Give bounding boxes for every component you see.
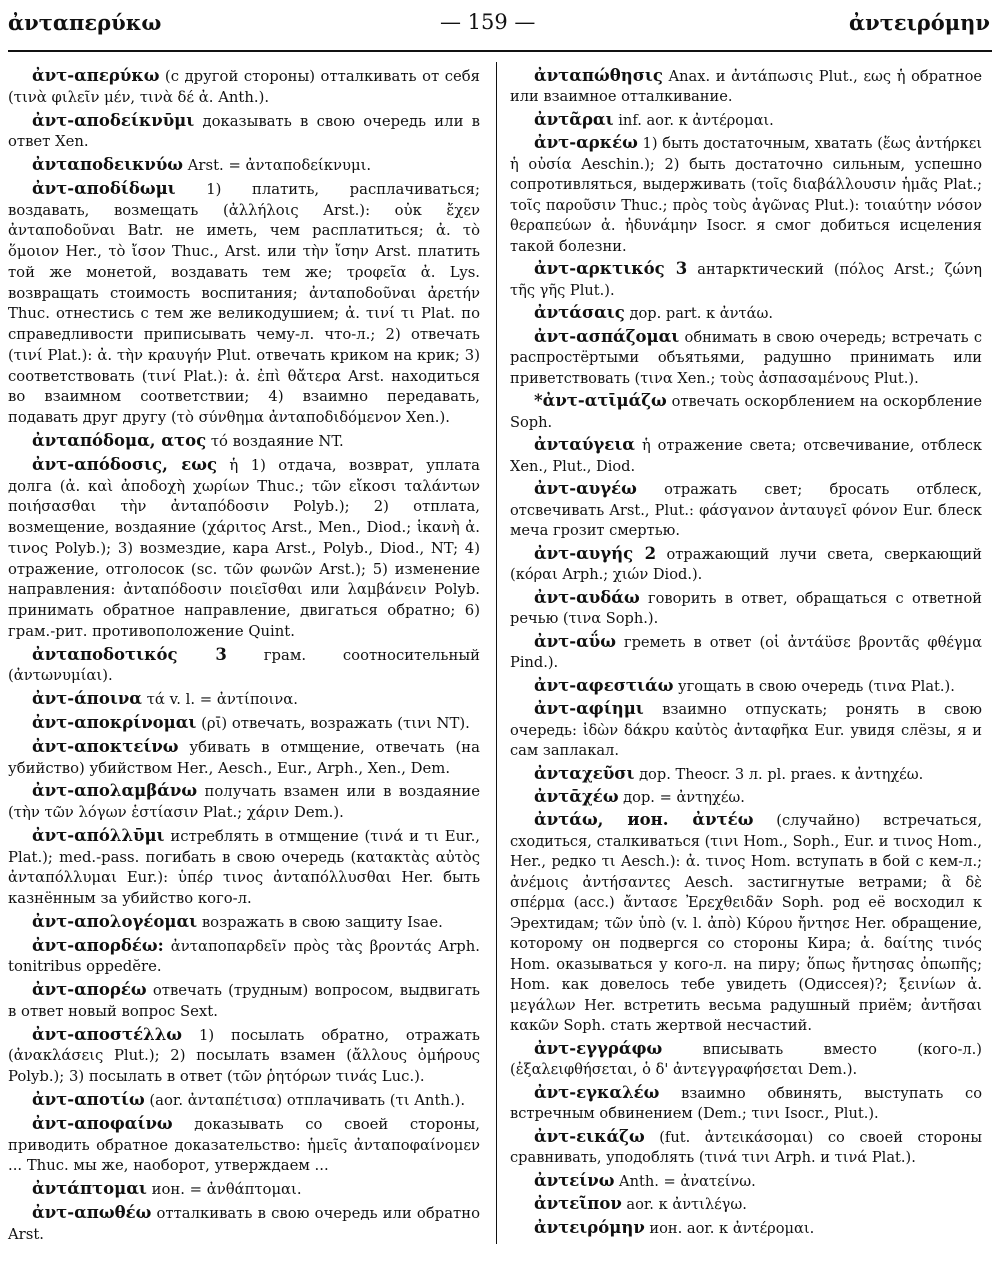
entry-definition: ион. = ἀνθάπτομαι.	[146, 1181, 302, 1199]
dictionary-entry	[510, 391, 982, 433]
dictionary-entry	[8, 1203, 480, 1246]
entry-definition: τά v. l. = ἀντίποινα.	[142, 691, 298, 709]
entry-headword: ἀντειρόμην	[534, 1217, 645, 1237]
entry-definition: Arst. = ἀνταποδείκνυμι.	[183, 157, 372, 175]
dictionary-entry	[510, 1194, 982, 1215]
entry-definition: 1) быть достаточным, хватать (ἕως ἀντήρκει ἡ οὐσία Aeschin.); 2) быть достаточно сильным, успешно сопротивляться, выдерживать (τοῖς διαβάλλουσιν ἡμᾶς Plat.; τοῖς παροῦσιν Thuc.; πρὸς τοὺς ἀγῶνας Plut.): τοιαύτην νόσον θεραπεύων ἀ. ἠδυνάμην Isocr. я смог добиться исцеления такой болезни.	[510, 135, 982, 255]
page-header	[0, 10, 1000, 44]
column-divider	[496, 62, 497, 1244]
entry-definition: дор. Theocr. 3 л. pl. praes. к ἀντηχέω.	[634, 765, 924, 783]
dictionary-entry	[8, 713, 480, 735]
header-rule	[8, 50, 992, 52]
entry-definition: истреблять в отмщение (τινά и τι Eur., Plat.); med.-pass. погибать в свою очередь (κατακτὰς αὐτὸς ἀνταπόλλυμαι Eur.): ὑπέρ τινος ἀνταπόλλυσθαι Her. быть казнённым за убийство кого-л.	[8, 827, 480, 908]
dictionary-entry	[510, 1127, 982, 1169]
entry-definition: угощать в свою очередь (τινα Plat.).	[673, 677, 955, 695]
entry-definition: Anax. и ἀντάπωσις Plut., εως ἡ обратное или взаимное отталкивание.	[510, 68, 982, 106]
entry-definition: ἀνταποπαρδεῖν πρὸς τὰς βροντάς Arph. tonitribus oppedĕre.	[8, 937, 480, 976]
entry-headword: ἀντ-άποινα	[32, 689, 143, 709]
entry-definition: (fut. ἀντεικάσομαι) со своей стороны сравнивать, уподоблять (τινά τινι Arph. и τινά Plat.).	[510, 1128, 982, 1167]
entry-definition: aor. к ἀντιλέγω.	[621, 1196, 747, 1214]
entry-headword: ἀνταπόδομα, ατος	[32, 431, 207, 451]
entry-headword: ἀντ-απόδοσις, εως	[32, 454, 218, 474]
entry-definition: дор. part. к ἀντάω.	[624, 305, 773, 323]
entry-definition: доказывать в свою очередь или в ответ Xen.	[8, 112, 480, 151]
dictionary-entry	[8, 111, 480, 154]
entry-definition: 1) посылать обратно, отражать (ἀνακλάσεις Plut.); 2) посылать взамен (ἄλλους ὁμήρους Polyb.); 3) посылать в ответ (τῶν ῥητόρων τινάς Luc.).	[8, 1026, 480, 1086]
entry-headword: ἀνταποδοτικός 3	[32, 644, 227, 664]
entry-definition: ион. aor. к ἀντέρομαι.	[644, 1219, 815, 1237]
entry-definition: грам. соотносительный (ἀντωνυμίαι).	[8, 646, 480, 685]
entry-definition: взаимно обвинять, выступать со встречным обвинением (Dem.; τινι Isocr., Plut.).	[510, 1084, 982, 1123]
entry-headword: ἀντ-απερύκω	[32, 66, 160, 85]
entry-definition: отталкивать в свою очередь или обратно Arst.	[8, 1204, 480, 1243]
entry-definition: вписывать вместо (кого-л.) (ἐξαλειφθήσεται, ὁ δ' ἀντεγγραφήσεται Dem.).	[510, 1040, 982, 1079]
entry-definition: Anth. = ἀνατείνω.	[614, 1172, 756, 1190]
dictionary-entry	[8, 826, 480, 910]
entry-definition: отвечать оскорблением на оскорбление Soph.	[510, 393, 982, 431]
entry-definition: (случайно) встречаться, сходиться, сталкиваться (τινι Hom., Soph., Eur. и τινος Hom., Her., редко τι Aesch.): ἀ. τινος Hom. вступать в бой с кем-л.; ἀνέμοις ἀντήσαντες Aesch. застигнутые ветрами; ἃ δὲ σπέρμα (acc.) ἄντασε Ἐρεχθειδᾶν Soph. род её восходил к Эрехтидам; τῶν ὑπὸ (v. l. ἀπὸ) Κύρου ἤντησε Her. обращение, которому он подвергся со стороны Кира; ἀ. δαίτης τινός Hom. оказываться у кого-л. на пиру; ὅπως ἤντησας ὀπωπῆς; Hom. как довелось тебе увидеть (Одиссея)?; ξεινίων ἀ. μεγάλων Her. встретить весьма радушный приём; ἀντῆσαι κακῶν Soph. стать жертвой несчастий.	[510, 812, 982, 1035]
dictionary-entry	[510, 1039, 982, 1081]
entry-headword: *ἀντ-ατῑμάζω	[534, 391, 667, 411]
dictionary-entry	[8, 689, 480, 711]
entry-definition: inf. aor. к ἀντέρομαι.	[613, 111, 774, 129]
dictionary-entry	[510, 764, 982, 785]
dictionary-entry	[510, 699, 982, 761]
dictionary-entry	[8, 66, 480, 109]
dictionary-entry	[8, 179, 480, 429]
dictionary-entry	[510, 1083, 982, 1125]
entry-headword: ἀνταχεῦσι	[534, 763, 635, 783]
entry-headword: ἀντ-αυγής 2	[534, 543, 657, 563]
dictionary-entry	[8, 737, 480, 780]
dictionary-entry	[510, 327, 982, 389]
entry-headword: ἀντ-αυγέω	[534, 479, 637, 499]
entry-headword: ἀντ-απορέω	[32, 980, 147, 1000]
header-first-word: ἀνταπερύκω	[8, 10, 162, 35]
entry-headword: ἀντ-αποδείκνῡμι	[32, 110, 195, 130]
entry-definition: возражать в свою защиту Isae.	[197, 913, 443, 931]
dictionary-entry	[8, 1090, 480, 1112]
entry-headword: ἀντ-απόλλῡμι	[32, 825, 165, 845]
dictionary-entry	[8, 1025, 480, 1088]
dictionary-entry	[8, 936, 480, 979]
dictionary-entry	[510, 810, 982, 1036]
entry-headword: ἀντάω, ион. ἀντέω	[534, 810, 754, 830]
dictionary-entry	[8, 1179, 480, 1201]
entry-headword: ἀντ-αποστέλλω	[32, 1024, 183, 1044]
entry-definition: τό воздаяние NT.	[206, 433, 344, 451]
entry-definition: говорить в ответ, обращаться с ответной речью (τινα Soph.).	[510, 589, 982, 628]
entry-headword: ἀντ-αποκρίνομαι	[32, 712, 197, 732]
dictionary-entry	[510, 588, 982, 630]
entry-headword: ἀντ-εγκαλέω	[534, 1082, 660, 1102]
dictionary-entry	[510, 676, 982, 697]
entry-definition: ἡ 1) отдача, возврат, уплата долга (ἀ. καὶ ἀποδοχὴ χωρίων Thuc.; τῶν εἴκοσι ταλάντων ποιήσασθαι τὴν ἀνταπόδοσιν Polyb.); 2) отплата, возмещение, воздаяние (χάριτος Arst., Men., Diod.; ἱκανὴ ἀ. τινος Polyb.); 3) возмездие, кара Arst., Polyb., Diod., NT; 4) отражение, отголосок (sc. τῶν φωνῶν Arst.); 5) изменение направления: ἀνταπόδοσιν ποιεῖσθαι или λαμβάνειν Polyb. принимать обратное направление, двигаться обратно; 6) грам.-рит. противоположение Quint.	[8, 456, 480, 640]
entry-definition: 1) платить, расплачиваться; воздавать, возмещать (ἀλλήλοις Arst.): οὐκ ἔχεν ἀνταποδοῦναι Batr. не иметь, чем расплатиться; ἀ. τὸ ὅμοιον Her., τὸ ἴσον Thuc., Arst. или τὴν ἴσην Arst. платить той же монетой, воздавать тем же; τροφεῖα ἀ. Lys. возвращать стоимость воспитания; ἀνταποδοῦναι ἀρετήν Thuc. отнестись с тем же великодушием; ἀ. τινί τι Plat. по справедливости приписывать чему-л. что-л.; 2) отвечать (τινί Plat.): ἀ. τὴν κραυγήν Plut. отвечать криком на крик; 3) соответствовать (τινί Plat.): ἀ. ἐπὶ θἄτερα Arst. находиться во взаимном соответствии; 4) взаимно передавать, подавать друг другу (τὸ σύνθημα ἀνταποδιδόμενον Xen.).	[8, 180, 480, 427]
dictionary-entry	[8, 980, 480, 1023]
entry-definition: антарктический (πόλος Arst.; ζώνη τῆς γῆς Plut.).	[510, 261, 982, 299]
entry-definition: (с другой стороны) отталкивать от себя (τινὰ φιλεῖν μέν, τινὰ δέ ἀ. Anth.).	[8, 68, 480, 106]
entry-definition: дор. = ἀντηχέω.	[618, 788, 745, 806]
entry-headword: ἀντ-αποδίδωμι	[32, 178, 176, 198]
entry-headword: ἀντ-αρκτικός 3	[534, 259, 688, 279]
entry-definition: обнимать в свою очередь; встречать с распростёртыми объятьями, радушно принимать или приветствовать (τινα Xen.; τοὺς ἀσπασαμένους Plut.).	[510, 328, 982, 387]
dictionary-entry	[510, 1171, 982, 1192]
entry-headword: ἀντ-αποφαίνω	[32, 1113, 173, 1133]
entry-headword: ἀντείνω	[534, 1170, 615, 1190]
dictionary-entry	[8, 781, 480, 824]
dictionary-entry	[8, 645, 480, 688]
entry-definition: получать взамен или в воздаяние (τὴν τῶν λόγων ἑστίασιν Plat.; χάριν Dem.).	[8, 783, 480, 822]
dictionary-entry	[510, 303, 982, 324]
entry-definition: (aor. ἀνταπέτισα) отплачивать (τι Anth.).	[144, 1091, 466, 1109]
entry-headword: ἀντεῖπον	[534, 1194, 622, 1214]
entry-headword: ἀντ-αποκτείνω	[32, 736, 179, 756]
entry-definition: (ρῑ) отвечать, возражать (τινι NT).	[196, 714, 470, 732]
dictionary-entry	[510, 787, 982, 808]
dictionary-entry	[510, 479, 982, 541]
entry-headword: ἀντ-απολαμβάνω	[32, 781, 198, 801]
entry-headword: ἀντ-απωθέω	[32, 1202, 152, 1222]
dictionary-entry	[510, 632, 982, 674]
entry-definition: ἡ отражение света; отсвечивание, отблеск Xen., Plut., Diod.	[510, 437, 982, 475]
dictionary-entry	[510, 544, 982, 586]
dictionary-entry	[510, 110, 982, 131]
dictionary-entry	[510, 66, 982, 108]
entry-definition: отвечать (трудным) вопросом, выдвигать в ответ новый вопрос Sext.	[8, 982, 480, 1020]
left-column	[8, 66, 480, 1247]
entry-definition: греметь в ответ (οἱ ἀντάϋσε βροντᾶς φθέγμα Pind.).	[510, 633, 982, 672]
entry-headword: ἀντ-αΰω	[534, 631, 616, 651]
right-column	[510, 66, 982, 1241]
entry-definition: доказывать со своей стороны, приводить обратное доказательство: ἡμεῖς ἀνταποφαίνομεν ... Thuc. мы же, наоборот, утверждаем ...	[8, 1115, 480, 1175]
entry-definition: отражать свет; бросать отблеск, отсвечивать Arst., Plut.: φάσγανον ἀνταυγεῖ φόνον Eur. блеск меча грозит смертью.	[510, 481, 982, 540]
entry-headword: ἀνταποδεικνύω	[32, 155, 184, 175]
entry-headword: ἀντάπτομαι	[32, 1179, 147, 1199]
entry-headword: ἀντ-απορδέω:	[32, 935, 164, 955]
entry-headword: ἀντ-εγγράφω	[534, 1038, 663, 1058]
entry-headword: ἀντ-ασπάζομαι	[534, 326, 680, 346]
dictionary-entry	[510, 259, 982, 301]
entry-headword: ἀντ-αφίημι	[534, 699, 644, 719]
entry-headword: ἀντ-εικάζω	[534, 1126, 645, 1146]
entry-definition: взаимно отпускать; ронять в свою очередь: ἰδὼν δάκρυ καὐτὸς ἀνταφῆκα Eur. увидя слёзы, я и сам заплакал.	[510, 701, 982, 760]
entry-definition: убивать в отмщение, отвечать (на убийство) убийством Her., Aesch., Eur., Arph., Xen., Dem.	[8, 738, 480, 777]
entry-headword: ἀντ-αφεστιάω	[534, 675, 674, 695]
dictionary-entry	[8, 455, 480, 643]
entry-headword: ἀντ-αποτίω	[32, 1089, 145, 1109]
dictionary-entry	[8, 1114, 480, 1177]
dictionary-entry	[510, 133, 982, 257]
entry-headword: ἀντ-αρκέω	[534, 133, 638, 153]
dictionary-entry	[8, 155, 480, 177]
entry-headword: ἀντᾱχέω	[534, 786, 619, 806]
entry-headword: ἀντᾶραι	[534, 109, 614, 129]
entry-headword: ἀντ-απολογέομαι	[32, 911, 198, 931]
entry-headword: ἀντάσαις	[534, 303, 625, 323]
entry-headword: ἀνταύγεια	[534, 435, 635, 455]
dictionary-entry	[510, 435, 982, 477]
page-number: — 159 —	[440, 10, 536, 34]
dictionary-entry	[8, 912, 480, 934]
entry-headword: ἀντ-αυδάω	[534, 587, 640, 607]
dictionary-entry	[8, 431, 480, 453]
header-last-word: ἀντειρόμην	[849, 10, 990, 35]
entry-headword: ἀνταπώθησις	[534, 66, 663, 85]
dictionary-entry	[510, 1218, 982, 1239]
entry-definition: отражающий лучи света, сверкающий (κόραι Arph.; χιών Diod.).	[510, 545, 982, 584]
